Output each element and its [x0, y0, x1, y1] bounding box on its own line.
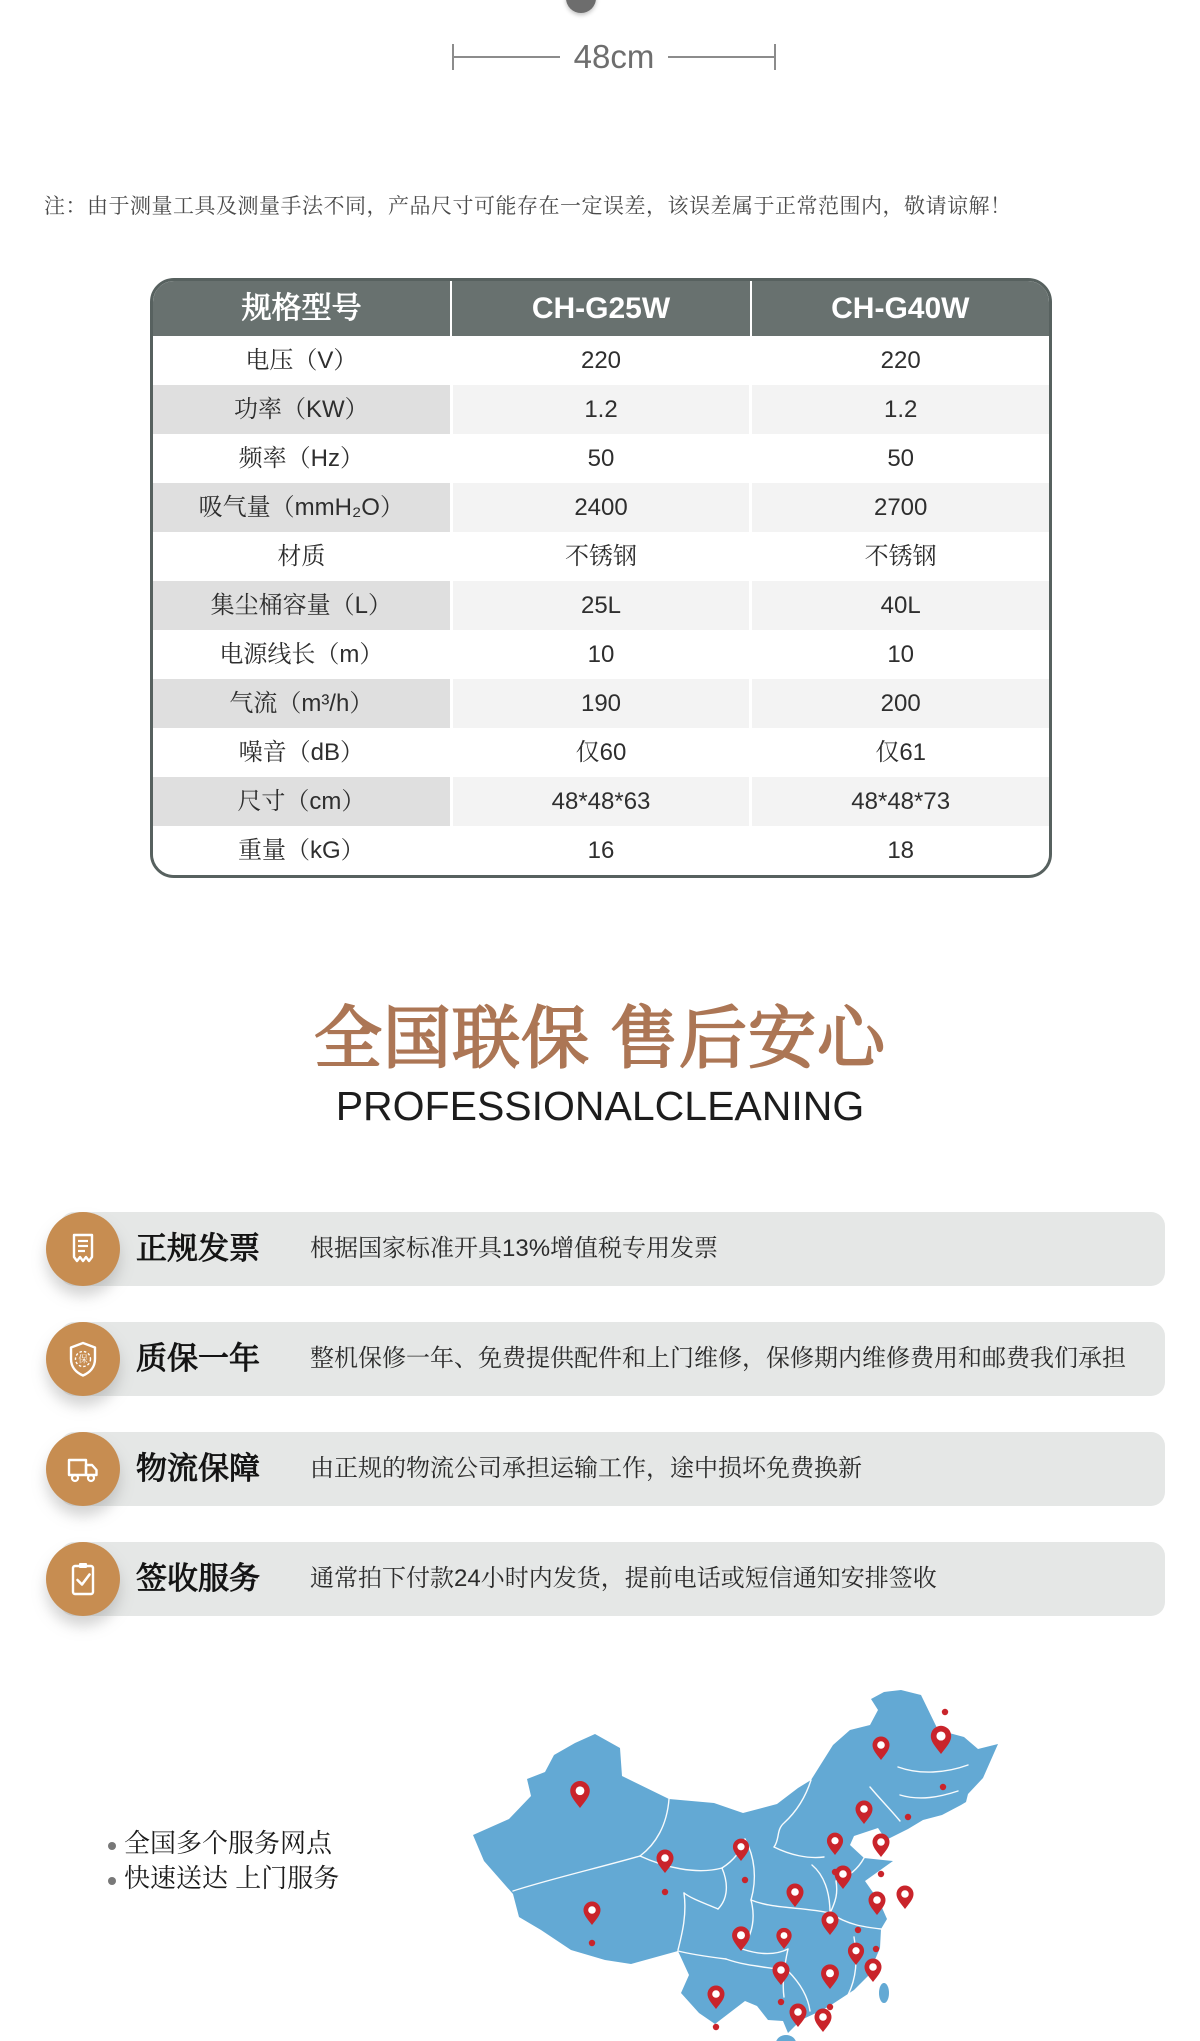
spec-value: 48*48*63 [450, 777, 750, 826]
spec-value: 190 [450, 679, 750, 728]
service-item-3 [60, 1432, 1165, 1506]
spec-value: 220 [450, 336, 750, 385]
bullet-dot-icon [108, 1842, 116, 1850]
spec-table [150, 278, 1052, 878]
warranty-subtitle: PROFESSIONALCLEANING [335, 1083, 865, 1129]
spec-header-model-1: CH-G25W [450, 281, 749, 336]
spec-label: 频率（Hz） [238, 445, 364, 472]
location-dot [832, 1869, 838, 1875]
location-dot [713, 2024, 719, 2030]
location-dot [589, 1940, 595, 1946]
spec-table-body [153, 336, 1049, 875]
location-dot [905, 1814, 911, 1820]
network-bullet: 全国多个服务网点 [108, 1826, 339, 1861]
location-dot [855, 1927, 861, 1933]
spec-value: 10 [749, 630, 1049, 679]
china-map [468, 1687, 1008, 2041]
service-title: 物流保障 [136, 1451, 260, 1486]
spec-value: 200 [749, 679, 1049, 728]
spec-value: 不锈钢 [749, 532, 1049, 581]
location-dot [778, 1999, 784, 2005]
dimension-line-left [454, 56, 560, 58]
service-title: 正规发票 [136, 1231, 260, 1266]
service-title: 签收服务 [136, 1561, 260, 1596]
spec-header-label: 规格型号 [241, 292, 362, 325]
china-map-svg [468, 1687, 1008, 2041]
truck-icon [46, 1432, 120, 1506]
shield-icon [46, 1322, 120, 1396]
spec-label: 材质 [277, 543, 326, 570]
spec-row [153, 728, 1049, 777]
service-network-notes [108, 1826, 339, 1896]
service-item-4 [60, 1542, 1165, 1616]
network-bullet: 快速送达 上门服务 [108, 1861, 339, 1896]
location-pin [815, 2009, 832, 2033]
location-dot [940, 1784, 946, 1790]
spec-row [153, 679, 1049, 728]
location-dot [742, 1877, 748, 1883]
service-item-2 [60, 1322, 1165, 1396]
spec-value: 220 [749, 336, 1049, 385]
spec-value: 40L [749, 581, 1049, 630]
dimension-line-right [668, 56, 774, 58]
location-pin [897, 1886, 914, 1910]
service-desc: 根据国家标准开具13%增值税专用发票 [310, 1235, 719, 1262]
spec-value: 16 [450, 826, 750, 875]
spec-row [153, 826, 1049, 875]
measurement-note: 注：由于测量工具及测量手法不同，产品尺寸可能存在一定误差，该误差属于正常范围内，敬请谅解！ [44, 195, 1012, 218]
spec-label: 吸气量（mmH₂O） [153, 483, 450, 532]
service-item-1 [60, 1212, 1165, 1286]
china-silhouette [473, 1690, 998, 2041]
warranty-title: 全国联保 售后安心 [314, 1001, 886, 1077]
spec-row [153, 483, 1049, 532]
location-dot [878, 1871, 884, 1877]
spec-value: 仅61 [749, 728, 1049, 777]
service-desc: 由正规的物流公司承担运输工作，途中损坏免费换新 [310, 1455, 862, 1482]
spec-label: 电压（V） [245, 347, 358, 374]
service-desc: 整机保修一年、免费提供配件和上门维修，保修期内维修费用和邮费我们承担 [310, 1345, 1126, 1372]
spec-row [153, 532, 1049, 581]
spec-label: 噪音（dB） [238, 739, 365, 766]
spec-row [153, 777, 1049, 826]
spec-value: 1.2 [450, 385, 750, 434]
spec-value: 仅60 [450, 728, 750, 777]
location-dot [942, 1709, 948, 1715]
spec-value: 50 [749, 434, 1049, 483]
width-dimension [452, 38, 776, 75]
spec-value: 48*48*73 [749, 777, 1049, 826]
location-dot [873, 1946, 879, 1952]
invoice-icon [46, 1212, 120, 1286]
spec-label: 气流（m³/h） [153, 679, 450, 728]
dimension-tick-right [774, 44, 776, 70]
spec-row [153, 385, 1049, 434]
location-pin [873, 1834, 890, 1858]
service-title: 质保一年 [136, 1341, 260, 1376]
location-pin [865, 1959, 882, 1983]
spec-label: 尺寸（cm） [153, 777, 450, 826]
spec-value: 50 [450, 434, 750, 483]
spec-value: 25L [450, 581, 750, 630]
spec-table-header [153, 281, 1049, 336]
spec-header-model-2: CH-G40W [750, 281, 1049, 336]
spec-row [153, 336, 1049, 385]
bullet-dot-icon [108, 1877, 116, 1885]
svg-text:保: 保 [78, 1354, 88, 1366]
spec-label: 电源线长（m） [219, 641, 384, 668]
spec-row [153, 434, 1049, 483]
spec-label: 重量（kG） [238, 837, 365, 864]
spec-value: 2700 [749, 483, 1049, 532]
taiwan-island [879, 1983, 889, 2003]
service-desc: 通常拍下付款24小时内发货，提前电话或短信通知安排签收 [310, 1565, 937, 1592]
spec-value: 2400 [450, 483, 750, 532]
spec-value: 1.2 [749, 385, 1049, 434]
dimension-label: 48cm [573, 38, 655, 75]
hainan-island [776, 2035, 796, 2041]
spec-label: 功率（KW） [153, 385, 450, 434]
spec-value: 18 [749, 826, 1049, 875]
spec-row [153, 581, 1049, 630]
location-dot [827, 2004, 833, 2010]
clipboard-icon [46, 1542, 120, 1616]
spec-value: 10 [450, 630, 750, 679]
spec-value: 不锈钢 [450, 532, 750, 581]
spec-row [153, 630, 1049, 679]
location-dot [662, 1889, 668, 1895]
product-photo-bottom-edge [566, 0, 596, 13]
spec-label: 集尘桶容量（L） [153, 581, 450, 630]
